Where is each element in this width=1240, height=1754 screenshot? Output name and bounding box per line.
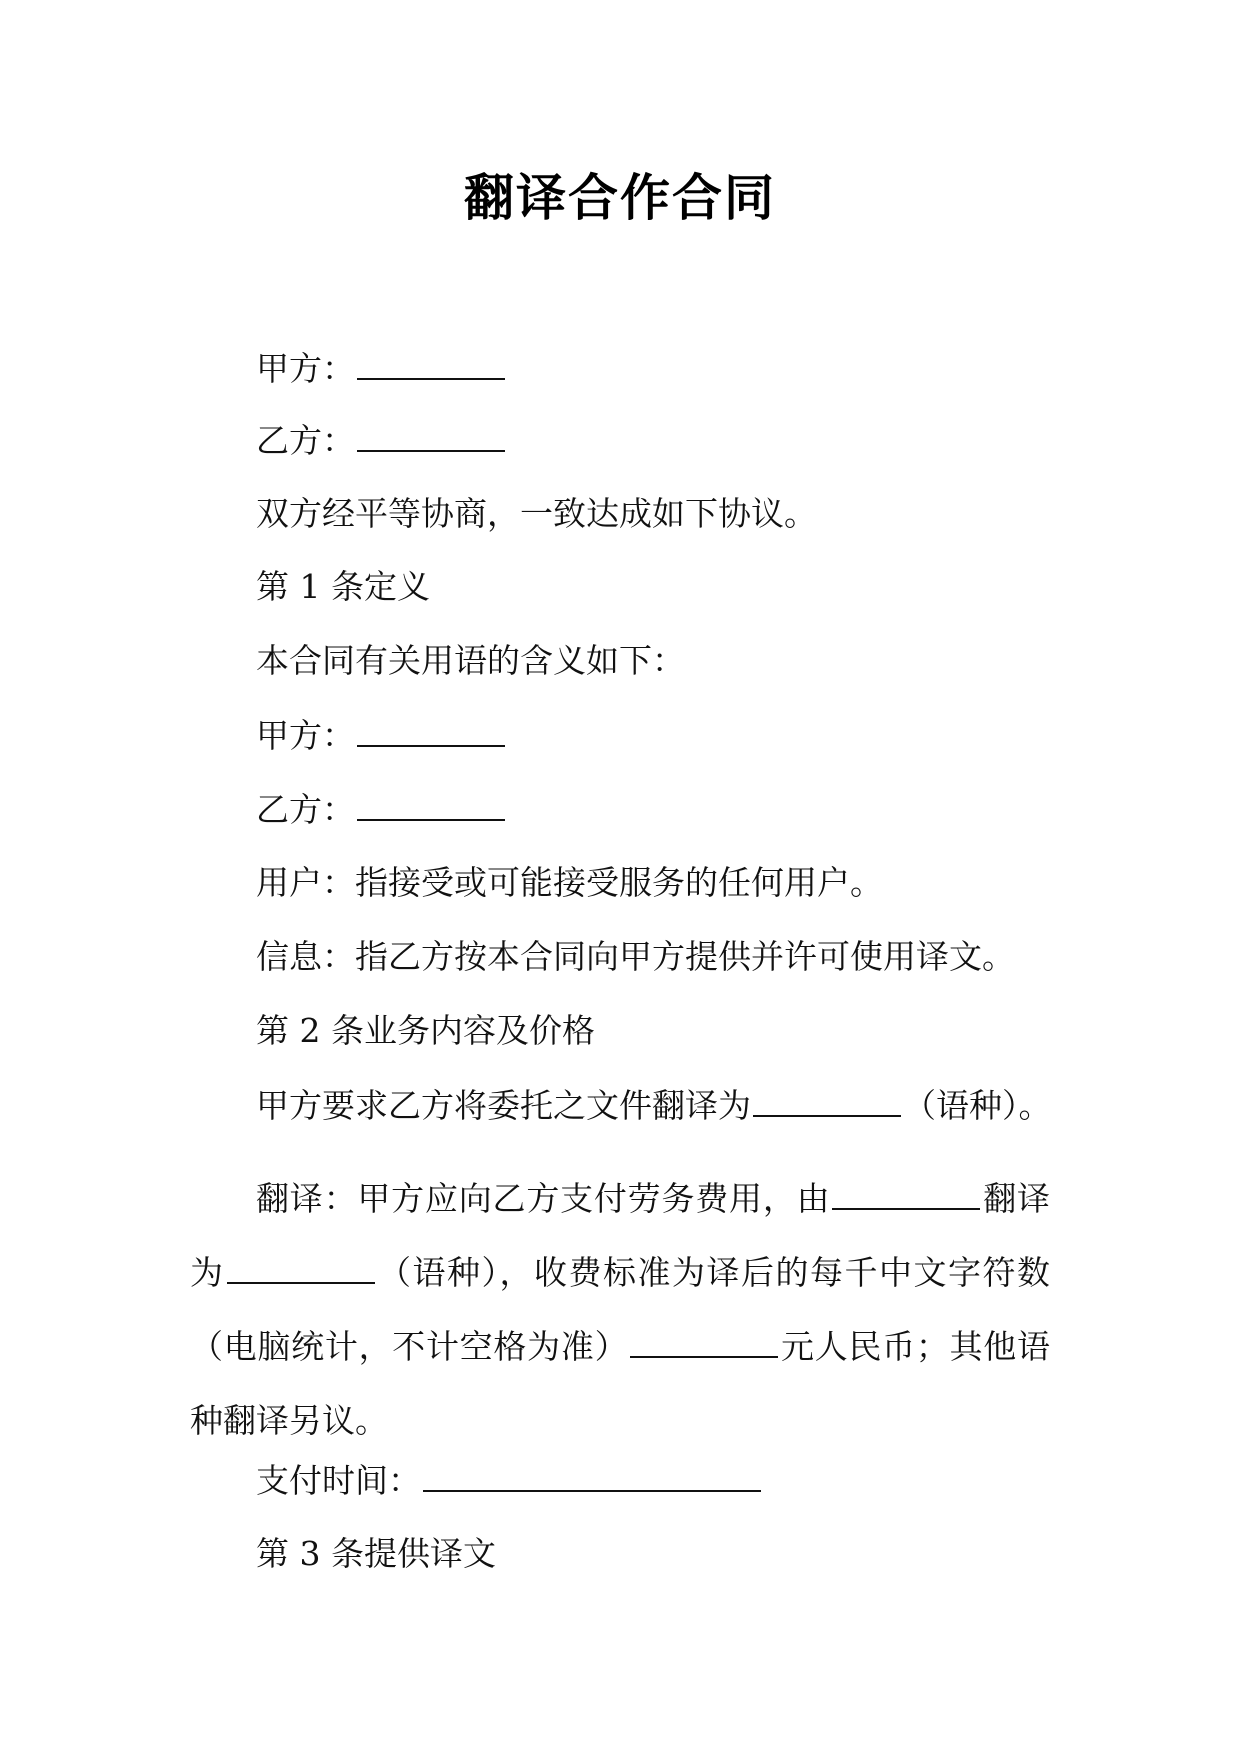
payment-time-line <box>256 1460 763 1501</box>
intro-line: 双方经平等协商，一致达成如下协议。 <box>256 494 817 533</box>
language-blank <box>753 1085 901 1117</box>
info-definition: 信息：指乙方按本合同向甲方提供并许可使用译文。 <box>256 937 1015 976</box>
party-b-label: 乙方： <box>256 421 355 460</box>
user-definition: 用户：指接受或可能接受服务的任何用户。 <box>256 863 883 902</box>
price-blank <box>630 1326 778 1358</box>
payment-time-label: 支付时间： <box>256 1461 421 1500</box>
party-b-blank <box>357 420 505 452</box>
article-3-heading: 第 3 条提供译文 <box>256 1534 496 1573</box>
article-2-requirement <box>256 1085 1052 1126</box>
document-title: 翻译合作合同 <box>464 169 776 227</box>
party-b-line-1 <box>256 420 507 461</box>
party-a-label: 甲方： <box>256 349 355 388</box>
party-a-blank <box>357 715 505 747</box>
requirement-suffix: （语种）。 <box>903 1086 1052 1125</box>
party-b-blank <box>357 789 505 821</box>
requirement-text: 甲方要求乙方将委托之文件翻译为 <box>256 1086 751 1125</box>
fee-text-3: （语种），收费标准为译后的每千中文字符数（电脑统计，不计空格为准） <box>190 1253 1050 1366</box>
party-a-label: 甲方： <box>256 716 355 755</box>
party-b-line-2 <box>256 789 507 830</box>
fee-text-1: 翻译：甲方应向乙方支付劳务费用，由 <box>256 1179 831 1218</box>
party-a-blank <box>357 348 505 380</box>
party-a-line-1 <box>256 348 507 389</box>
payment-time-blank <box>423 1460 761 1492</box>
party-a-line-2 <box>256 715 507 756</box>
article-1-heading: 第 1 条定义 <box>256 567 430 606</box>
article-1-intro: 本合同有关用语的含义如下： <box>256 641 685 680</box>
article-2-heading: 第 2 条业务内容及价格 <box>256 1011 595 1050</box>
fee-text-4: 元人民币；其他语种翻译另议。 <box>190 1327 1051 1440</box>
target-language-blank <box>227 1252 375 1284</box>
fee-text-2: 翻译为 <box>190 1179 1051 1292</box>
source-language-blank <box>832 1178 980 1210</box>
fee-paragraph <box>190 1162 1050 1458</box>
party-b-label: 乙方： <box>256 790 355 829</box>
